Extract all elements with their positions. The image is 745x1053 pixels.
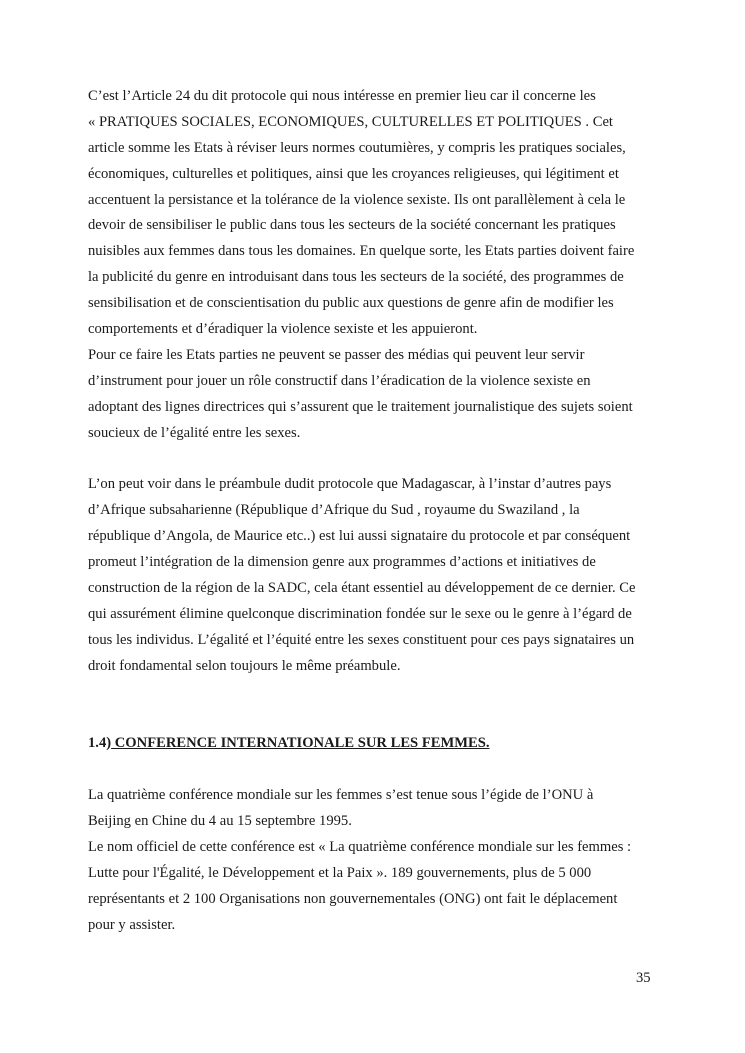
text-line: droit fondamental selon toujours le même préambule. bbox=[88, 657, 401, 674]
text-line: sensibilisation et de conscientisation du public aux questions de genre afin de modifier les bbox=[88, 295, 614, 312]
text-line: comportements et d’éradiquer la violence sexiste et les appuieront. bbox=[88, 321, 478, 338]
text-line: république d’Angola, de Maurice etc..) est lui aussi signataire du protocole et par conséquent bbox=[88, 528, 631, 545]
text-line: qui assurément élimine quelconque discrimination fondée sur le sexe ou le genre à l’égard de bbox=[88, 605, 632, 622]
text-line: nuisibles aux femmes dans tous les domaines. En quelque sorte, les Etats parties doivent faire bbox=[88, 243, 635, 260]
text-line: Pour ce faire les Etats parties ne peuvent se passer des médias qui peuvent leur servir bbox=[88, 346, 585, 363]
spacer bbox=[88, 705, 663, 731]
text-line: soucieux de l’égalité entre les sexes. bbox=[88, 424, 301, 441]
text-line: « PRATIQUES SOCIALES, ECONOMIQUES, CULTURELLES ET POLITIQUES . Cet bbox=[88, 113, 613, 130]
text-line: tous les individus. L’égalité et l’équité entre les sexes constituent pour ces pays signataires un bbox=[88, 631, 635, 648]
paragraph-medias bbox=[88, 343, 663, 447]
text-line: adoptant des lignes directrices qui s’assurent que le traitement journalistique des sujets soient bbox=[88, 398, 633, 415]
text-line: accentuent la persistance et la tolérance de la violence sexiste. Ils ont parallèlement à cela le bbox=[88, 191, 626, 208]
paragraph-preambule bbox=[88, 472, 663, 679]
text-line: article somme les Etats à réviser leurs normes coutumières, y compris les pratiques sociales, bbox=[88, 139, 626, 156]
text-line: C’est l’Article 24 du dit protocole qui nous intéresse en premier lieu car il concerne les bbox=[88, 88, 596, 104]
text-line: Lutte pour l'Égalité, le Développement et la Paix ». 189 gouvernements, plus de 5 000 bbox=[88, 864, 592, 881]
section-title: CONFERENCE INTERNATIONALE SUR LES FEMMES. bbox=[111, 735, 490, 752]
text-line: devoir de sensibiliser le public dans tous les secteurs de la société concernant les pratiques bbox=[88, 217, 616, 234]
text-line: pour y assister. bbox=[88, 916, 176, 933]
paragraph-beijing bbox=[88, 783, 663, 835]
text-line: La quatrième conférence mondiale sur les femmes s’est tenue sous l’égide de l’ONU à bbox=[88, 787, 594, 804]
spacer bbox=[88, 679, 663, 705]
text-line: d’instrument pour jouer un rôle constructif dans l’éradication de la violence sexiste en bbox=[88, 372, 591, 389]
text-line: la publicité du genre en introduisant dans tous les secteurs de la société, des programmes de bbox=[88, 269, 624, 286]
paragraph-article-24 bbox=[88, 84, 663, 343]
text-line: d’Afrique subsaharienne (République d’Afrique du Sud , royaume du Swaziland , la bbox=[88, 502, 580, 519]
text-line: représentants et 2 100 Organisations non gouvernementales (ONG) ont fait le déplacement bbox=[88, 890, 618, 907]
spacer bbox=[88, 757, 663, 783]
text-line: économiques, culturelles et politiques, ainsi que les croyances religieuses, qui légitiment et bbox=[88, 165, 619, 182]
text-line: Beijing en Chine du 4 au 15 septembre 1995. bbox=[88, 812, 352, 829]
spacer bbox=[88, 446, 663, 472]
text-line: Le nom officiel de cette conférence est « La quatrième conférence mondiale sur les femmes : bbox=[88, 838, 632, 855]
section-number: 1.4) bbox=[88, 735, 112, 752]
page-number: 35 bbox=[636, 970, 651, 986]
text-line: construction de la région de la SADC, cela étant essentiel au développement de ce dernier. Ce bbox=[88, 579, 636, 596]
text-line: promeut l’intégration de la dimension genre aux programmes d’actions et initiatives de bbox=[88, 554, 596, 571]
section-heading bbox=[88, 731, 663, 757]
document-page bbox=[88, 84, 663, 938]
paragraph-nom-officiel bbox=[88, 835, 663, 939]
text-line: L’on peut voir dans le préambule dudit protocole que Madagascar, à l’instar d’autres pays bbox=[88, 476, 612, 493]
